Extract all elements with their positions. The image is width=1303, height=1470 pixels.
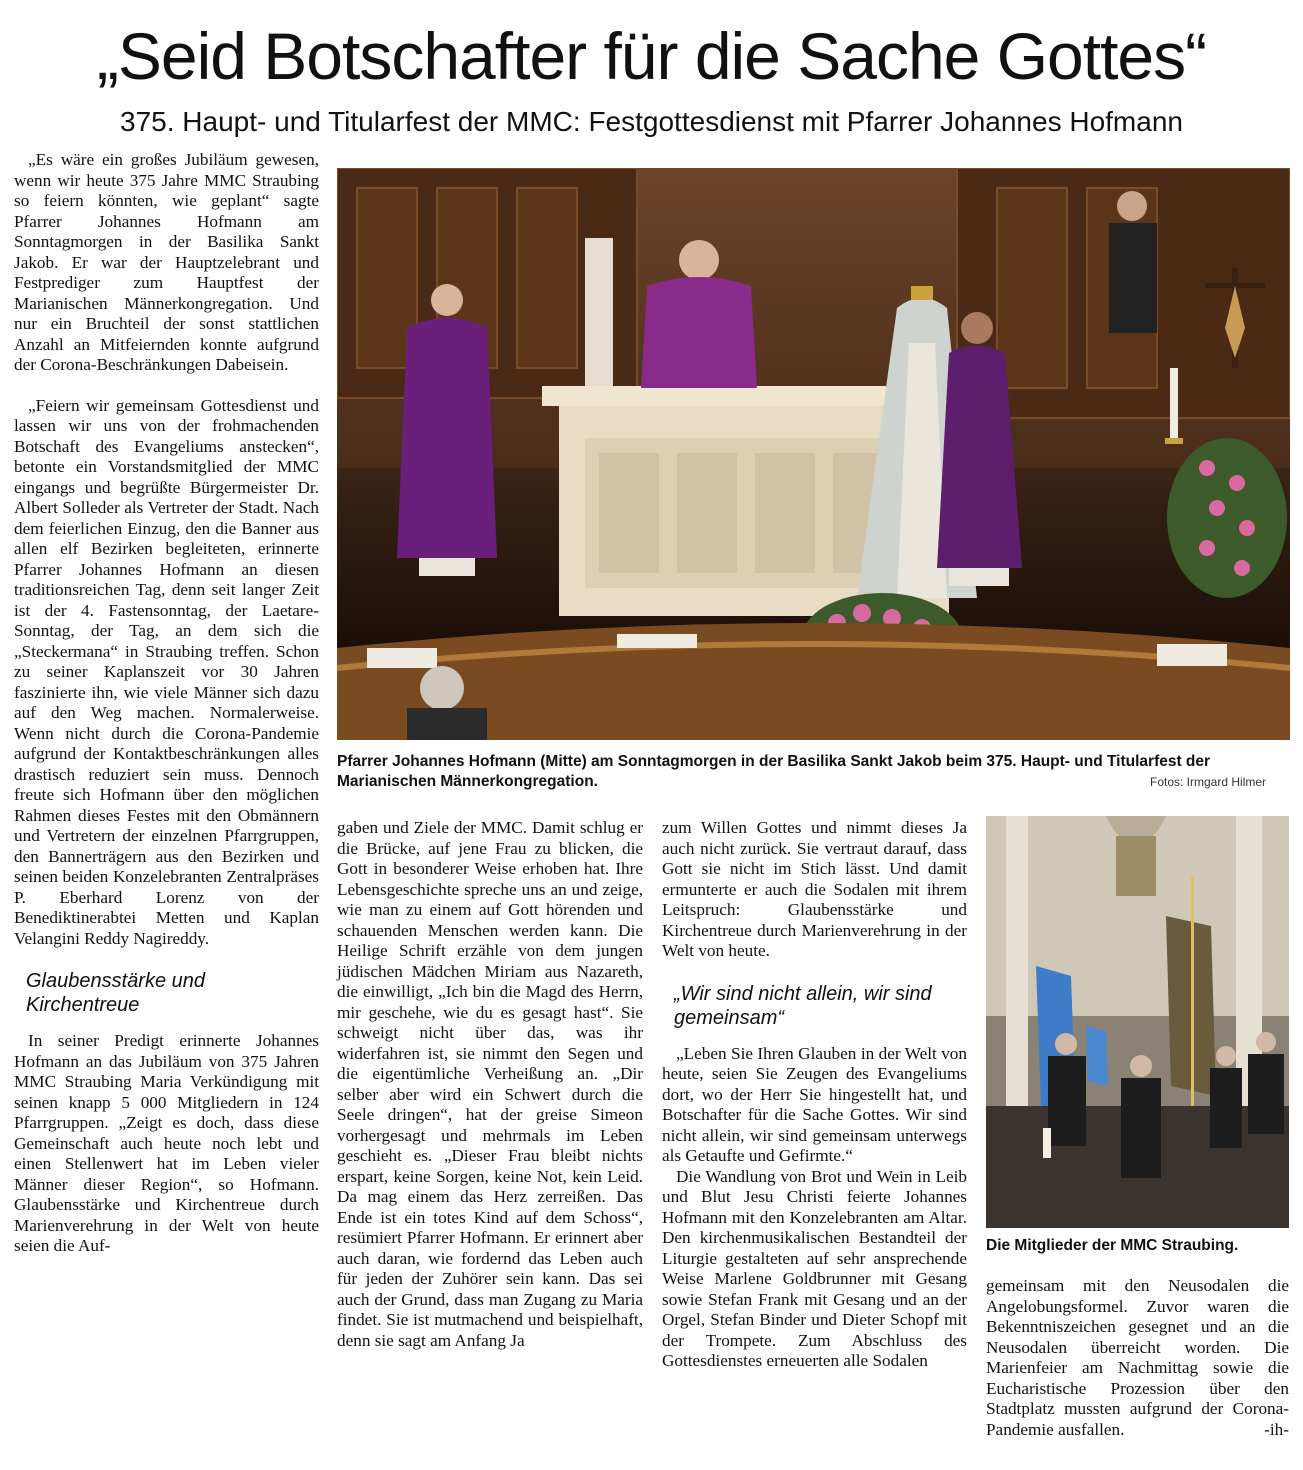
main-photo	[337, 168, 1290, 740]
side-photo	[986, 816, 1289, 1228]
article-column-2	[337, 818, 643, 1351]
section-subheading: Glaubensstärke und Kirchentreue	[26, 970, 206, 1016]
headline: „Seid Botschafter für die Sache Gottes“	[96, 19, 1207, 93]
article-column-4	[986, 1276, 1289, 1440]
paragraph: „Es wäre ein großes Jubiläum gewesen, wenn wir heute 375 Jahre MMC Straubing so feiern könnten, wie geplant“ sagte Pfarrer Johannes Hofmann am Sonntagmorgen in der Basilika Sankt Jakob. Er war der Hauptzelebrant und Festprediger zum Hauptfest der Marianischen Männerkongregation. Und nur ein Bruchteil der sonst stattlichen Anzahl an Mitfeiernden konnte aufgrund der Corona-Beschränkungen Dabeisein.	[14, 150, 319, 374]
section-subheading: „Wir sind nicht allein, wir sind gemeinsam“	[674, 982, 932, 1029]
main-photo-caption: Pfarrer Johannes Hofmann (Mitte) am Sonntagmorgen in der Basilika Sankt Jakob beim 375. Haupt- und Titularfest der Marianischen Männerkongregation.	[337, 753, 1211, 790]
paragraph: gaben und Ziele der MMC. Damit schlug er die Brücke, auf jene Frau zu blicken, die Gott in besonderer Weise erhoben hat. Ihre Lebensgeschichte spreche uns an und zeige, wie man zu einem auf Gott hörenden und schauenden Menschen werden kann. Die Heilige Schrift erzähle von dem jungen jüdischen Mädchen Miriam aus Nazareth, die einwilligt, „Ich bin die Magd des Herrn, mir geschehe, wie du es gesagt hast“. Sie schweigt nicht über das, was ihr widerfahren ist, sie nimmt den Segen und die eigentümliche Verheißung an. „Dir selber aber wird ein Schwert durch die Seele dringen“, hat der greise Simeon vorhergesagt und mehrmals im Leben geschieht es. „Dieser Frau bleibt nichts erspart, keine Sorgen, keine Not, kein Leid. Da mag einem das Herz zerreißen. Das Ende ist ein totes Kind auf dem Schoss“, resümiert Pfarrer Hofmann. Er erinnert aber auch daran, wie fordernd das Leben auch für jeden der Zuhörer sein kann. Das sei auch der Grund, dass man Zugang zu Maria findet. Sie ist mutmachend und beispielhaft, denn sie sagt am Anfang Ja	[337, 818, 643, 1350]
subheadline: 375. Haupt- und Titularfest der MMC: Festgottesdienst mit Pfarrer Johannes Hofmann	[120, 106, 1183, 137]
paragraph-text: gemeinsam mit den Neusodalen die Angelobungsformel. Zuvor waren die Bekenntniszeichen gesegnet und an die Neusodalen überreicht worden. Die Marienfeier am Nachmittag sowie die Eucharistische Prozession über den Stadtplatz mussten aufgrund der Corona-Pandemie ausfallen.	[986, 1276, 1289, 1439]
priest-left	[397, 284, 497, 576]
church-altar-illustration	[337, 168, 1290, 740]
paragraph: „Feiern wir gemeinsam Gottesdienst und lassen wir uns von der frohmachenden Botschaft des Evangeliums anstecken“, betonte ein Vorstandsmitglied der MMC eingangs und begrüßte Bürgermeister Dr. Albert Solleder als Vertreter der Stadt. Nach dem feierlichen Einzug, den die Banner aus allen elf Bezirken begleiteten, erinnerte Pfarrer Johannes Hofmann an diesen traditionsreichen Tag, denn seit langer Zeit ist der 4. Fastensonntag, der Laetare-Sonntag, der Tag, an dem sich die „Steckermana“ in Straubing treffen. Schon zu seiner Kaplanszeit vor 30 Jahren faszinierte ihn, wie viele Männer sich dazu auf den Weg machen. Normalerweise. Wenn nicht durch die Corona-Pandemie aufgrund der Kontaktbeschränkungen alles drastisch reduziert sein muss. Dennoch freute sich Hofmann über den möglichen Rahmen dieses Festes mit den Obmännern und Vertretern der einzelnen Pfarrgruppen, den Bannerträgern aus den Bezirken und seinen beiden Konzelebranten Zentralpräses P. Eberhard Lorenz von der Benediktinerabtei Metten und Kaplan Velangini Reddy Nagireddy.	[14, 395, 319, 948]
article-column-1	[14, 150, 319, 1257]
author-signoff: -ih-	[1264, 1419, 1289, 1439]
paragraph: „Leben Sie Ihren Glauben in der Welt von heute, seien Sie Zeugen des Evangeliums dort, wo der Herr Sie hingestellt hat, und Botschafter für die Sache Gottes. Wir sind nicht allein, wir sind gemeinsam unterwegs als Getaufte und Gefirmte.“	[662, 1043, 967, 1165]
side-photo-caption: Die Mitglieder der MMC Straubing.	[986, 1237, 1239, 1254]
photo-credit: Fotos: Irmgard Hilmer	[1150, 775, 1267, 789]
paragraph: zum Willen Gottes und nimmt dieses Ja auch nicht zurück. Sie vertraut darauf, dass Gott sie nicht im Stich lässt. Und damit ermunterte er auch die Sodalen mit ihrem Leitspruch: Glaubensstärke und Kirchentreue durch Marienverehrung in der Welt von heute.	[662, 818, 967, 960]
paragraph: In seiner Predigt erinnerte Johannes Hofmann an das Jubiläum von 375 Jahren MMC Straubing Maria Verkündigung mit seinen knapp 5 000 Mitgliedern in 124 Pfarrgruppen. „Zeigt es doch, dass diese Gemeinschaft auch heute noch lebt und einen Stellenwert hat im Leben vieler Männer dieser Region“, so Hofmann. Glaubensstärke und Kirchentreue durch Marienverehrung in der Welt von heute seien die Auf-	[14, 1031, 319, 1255]
procession-illustration	[986, 816, 1289, 1228]
paragraph: Die Wandlung von Brot und Wein in Leib und Blut Jesu Christi feierte Johannes Hofmann mit den Konzelebranten am Altar. Den kirchenmusikalischen Bestandteil der Liturgie gestalteten auf sehr ansprechende Weise Marlene Goldbrunner mit Gesang sowie Stefan Frank mit Gesang und an der Orgel, Stefan Binder und Dieter Schopf mit der Trompete. Zum Abschluss des Gottesdienstes erneuerten alle Sodalen	[662, 1166, 967, 1370]
article-column-3	[662, 818, 967, 1372]
paragraph	[986, 1276, 1289, 1440]
